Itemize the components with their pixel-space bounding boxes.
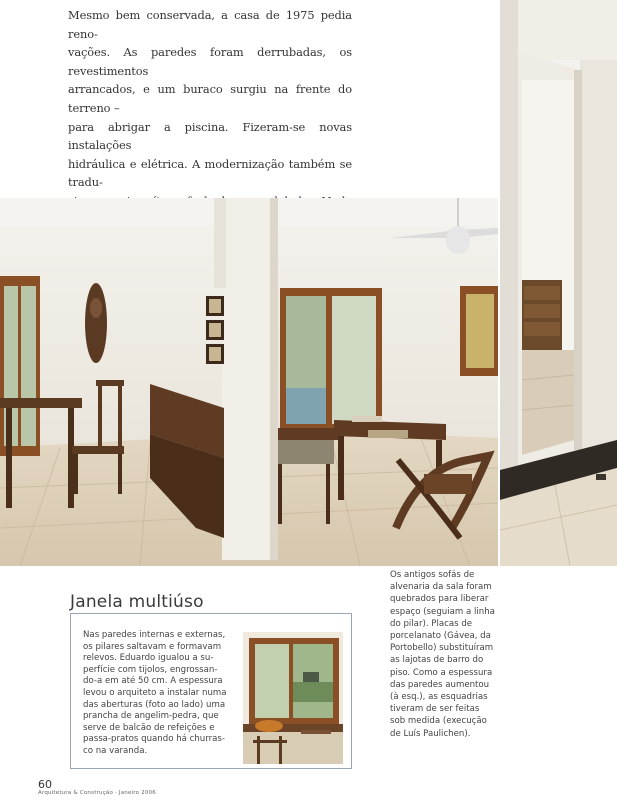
caption-line: do pilar). Placas de (390, 618, 473, 629)
article-line: hidráulica e elétrica. A modernização também se tradu- (68, 156, 352, 190)
living-room-illustration (0, 198, 498, 566)
article-line: vações. As paredes foram derrubadas, os revestimentos (68, 45, 352, 78)
caption-line: Os antigos sofás de (390, 570, 475, 580)
sidebar-line: prancha de angelim-pedra, que (83, 711, 219, 722)
sidebar-line: co na varanda. (83, 745, 148, 756)
sidebar-line: os pilares saltavam e formavam (83, 641, 222, 652)
sidebar-line: relevos. Eduardo igualou a su- (83, 653, 214, 664)
sidebar-line: das aberturas (foto ao lado) uma (83, 699, 226, 710)
caption-line: Portobello) substituíram (390, 643, 494, 654)
caption-line: espaço (seguiam a linha (390, 606, 495, 617)
caption-line: porcelanato (Gávea, da (390, 631, 491, 642)
sidebar-line: perfície com tijolos, engrossan- (83, 664, 218, 675)
caption-line: alvenaria da sala foram (390, 582, 492, 593)
sidebar-line: Nas paredes internas e externas, (83, 630, 226, 640)
caption-line: piso. Como a espessura (390, 667, 493, 678)
publication-footer: Arquitetura & Construção · Janeiro 2006 (38, 790, 156, 796)
hallway-illustration (500, 0, 617, 566)
sidebar-line: serve de balcão de refeições e (83, 722, 215, 733)
sidebar-line: do-a em até 50 cm. A espessura (83, 676, 223, 687)
sidebar-body (83, 630, 243, 758)
sidebar-title: Janela multiúso (70, 592, 204, 612)
sidebar-box (70, 613, 352, 769)
hallway-photo (500, 0, 617, 566)
caption-line: as lajotas de barro do (390, 655, 484, 666)
living-room-photo (0, 198, 498, 566)
page-number: 60 (38, 778, 52, 791)
caption-line: de Luís Paulichen). (390, 728, 471, 739)
article-line: para abrigar a piscina. Fizeram-se novas instalações (68, 119, 352, 153)
article-line: Mesmo bem conservada, a casa de 1975 pedia reno- (68, 8, 352, 41)
photo-caption (390, 569, 510, 740)
sidebar-line: levou o arquiteto a instalar numa (83, 687, 227, 698)
window-photo (243, 632, 343, 764)
sidebar-line: passa-pratos quando há churras- (83, 734, 226, 745)
caption-line: das paredes aumentou (390, 679, 490, 690)
window-illustration (243, 632, 343, 764)
caption-line: quebrados para liberar (390, 594, 489, 605)
caption-line: (à esq.), as esquadrias (390, 692, 488, 703)
caption-line: tiveram de ser feitas (390, 704, 480, 715)
article-line: arrancados, e um buraco surgiu na frente do terreno – (68, 82, 352, 115)
caption-line: sob medida (execução (390, 716, 487, 727)
